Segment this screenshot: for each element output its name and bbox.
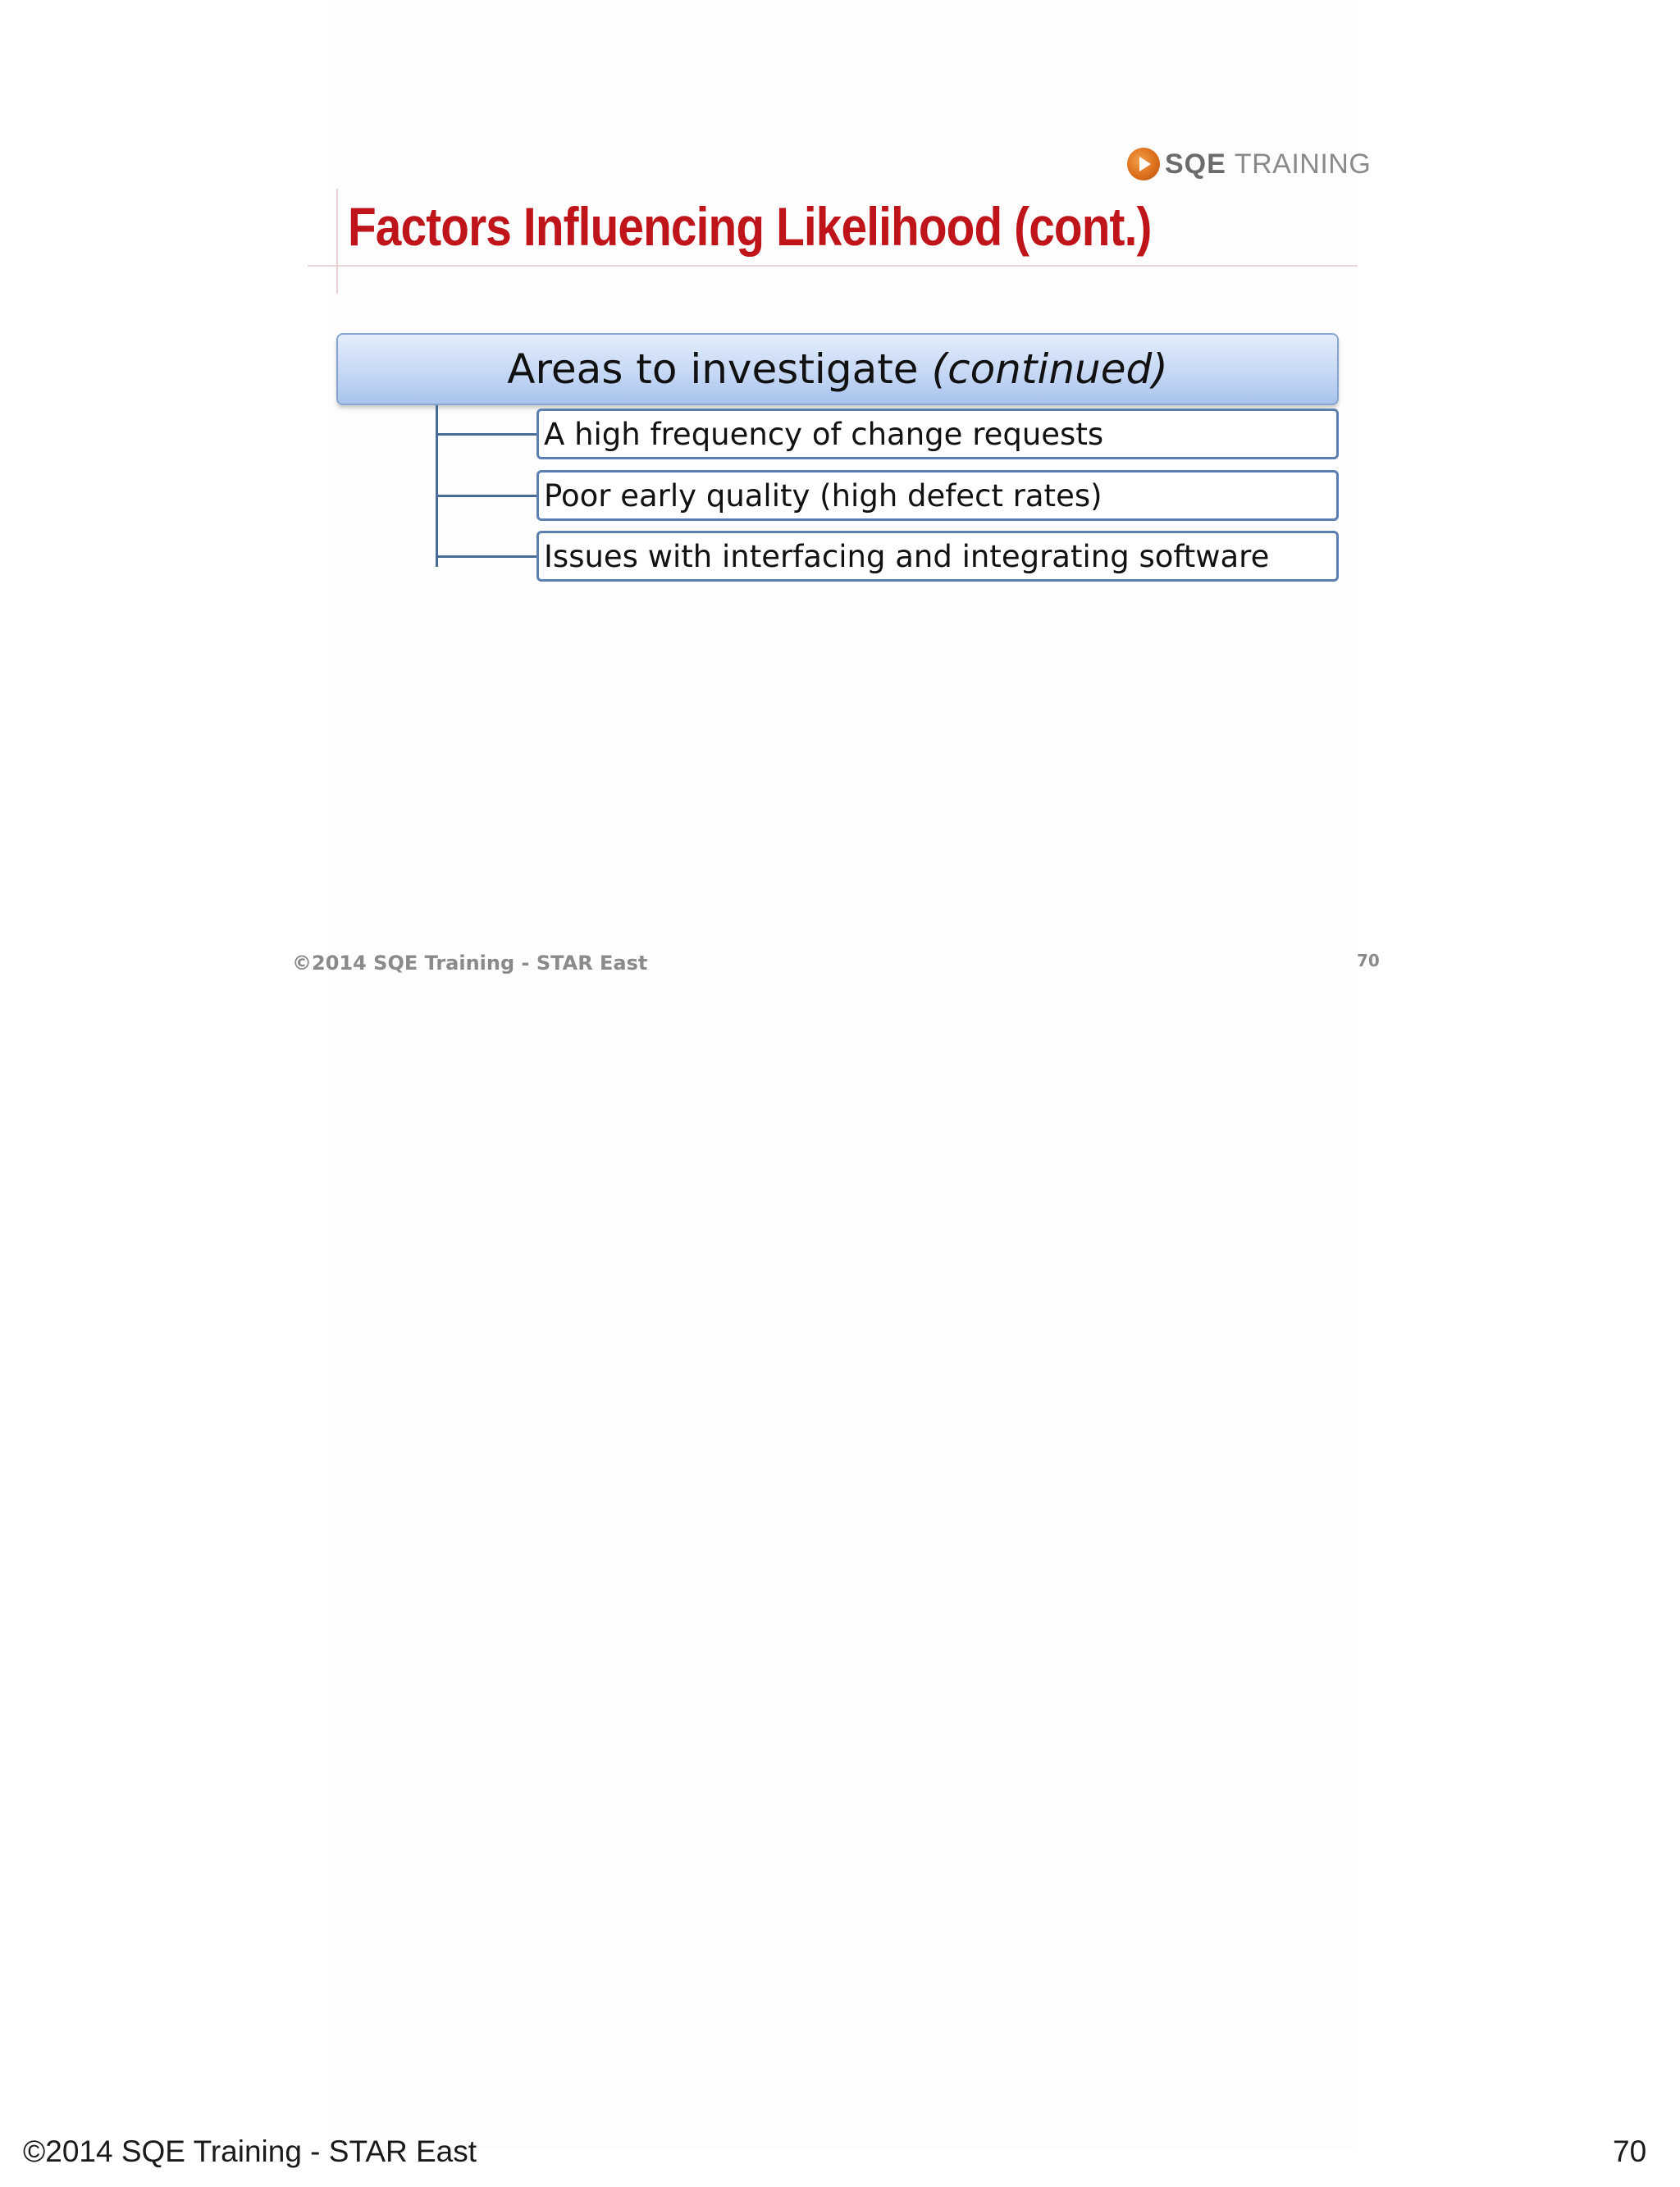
slide-number: 70: [1357, 951, 1380, 970]
diagram-item-text: A high frequency of change requests: [544, 416, 1104, 452]
sqe-training-logo: [1127, 144, 1371, 184]
diagram-header-emphasis: (continued): [931, 345, 1168, 393]
diagram-header-label: Areas to investigate: [507, 345, 919, 393]
diagram-item-box: [536, 470, 1339, 521]
page-number: 70: [1613, 2134, 1647, 2168]
diagram-header-box: [336, 333, 1339, 405]
tree-connector-branch: [436, 555, 537, 558]
slide-copyright: ©2014 SQE Training - STAR East: [292, 952, 648, 975]
slide-title: Factors Influencing Likelihood (cont.): [348, 196, 1152, 257]
logo-word: TRAINING: [1234, 148, 1372, 180]
title-horizontal-rule: [308, 265, 1358, 267]
diagram-item-text: Issues with interfacing and integrating software: [544, 538, 1270, 574]
page-copyright: ©2014 SQE Training - STAR East: [23, 2134, 477, 2168]
title-vertical-rule: [336, 189, 338, 294]
tree-connector-vertical: [436, 405, 438, 567]
tree-connector-branch: [436, 495, 537, 497]
diagram-item-text: Poor early quality (high defect rates): [544, 477, 1102, 514]
play-icon: [1127, 148, 1160, 180]
slide-background: [328, 0, 1354, 2149]
diagram-item-box: [536, 409, 1339, 459]
logo-brand: SQE: [1165, 148, 1226, 180]
diagram-item-box: [536, 531, 1339, 582]
tree-connector-branch: [436, 433, 537, 436]
diagram-header-text: [507, 345, 1168, 393]
